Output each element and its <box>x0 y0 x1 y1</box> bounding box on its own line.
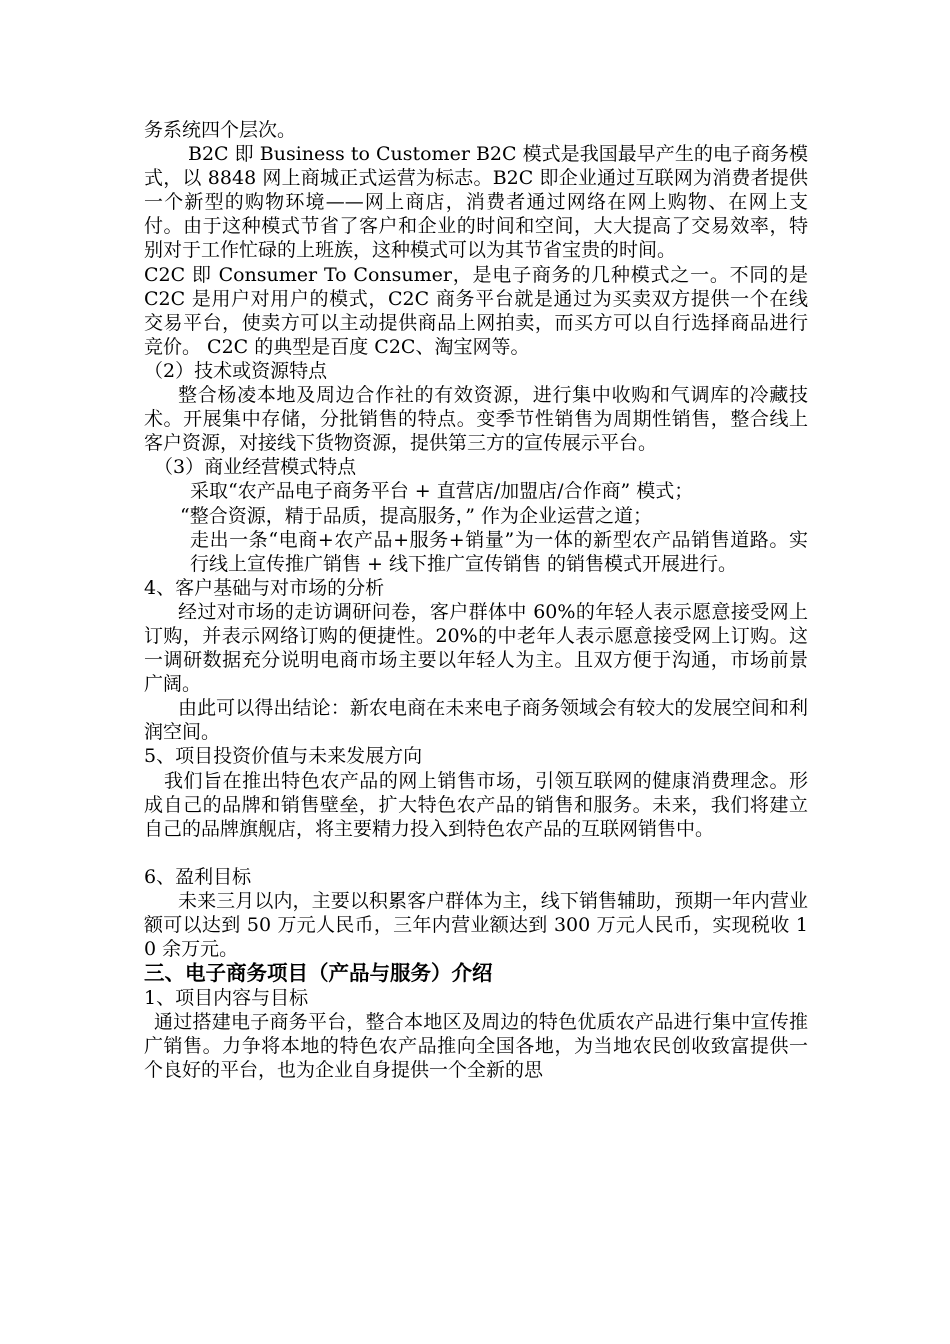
heading-profit-goal: 6、盈利目标 <box>144 865 252 888</box>
paragraph-c2c: C2C 即 Consumer To Consumer，是电子商务的几种模式之一。不同的是 C2C 是用户对用户的模式，C2C 商务平台就是通过为买卖双方提供一个在线交易平台，使卖方可以主动提供商品上网拍卖，而买方可以自行选择商品进行竞价。 C2C 的典型是百度 C2C、淘宝网等。 <box>144 263 808 358</box>
paragraph-investment-value: 我们旨在推出特色农产品的网上销售市场，引领互联网的健康消费理念。形成自己的品牌和销售壁垒，扩大特色农产品的销售和服务。未来，我们将建立自己的品牌旗舰店，将主要精力投入到特色农产品的互联网销售中。 <box>144 769 808 840</box>
section-heading-3: 三、电子商务项目（产品与服务）介绍 <box>144 961 493 986</box>
paragraph-b2c: B2C 即 Business to Customer B2C 模式是我国最早产生的电子商务模式，以 8848 网上商城正式运营为标志。B2C 即企业通过互联网为消费者提供一个新型的购物环境——网上商店，消费者通过网络在网上购物、在网上支付。由于这种模式节省了客户和企业的时间和空间，大大提高了交易效率，特别对于工作忙碌的上班族，这种模式可以为其节省宝贵的时间。 <box>144 143 808 262</box>
business-model-item-1: 采取“农产品电子商务平台 + 直营店/加盟店/合作商” 模式； <box>190 480 694 503</box>
business-model-item-2: “整合资源，精于品质，提高服务，” 作为企业运营之道； <box>180 504 652 527</box>
paragraph-profit-goal: 未来三月以内，主要以积累客户群体为主，线下销售辅助，预期一年内营业额可以达到 50 万元人民币，三年内营业额达到 300 万元人民币，实现税收 10 余万元。 <box>144 889 808 961</box>
paragraph-project-content: 通过搭建电子商务平台，整合本地区及周边的特色优质农产品进行集中宣传推广销售。力争将本地的特色农产品推向全国各地，为当地农民创收致富提供一个良好的平台，也为企业自身提供一个全新的思 <box>144 1011 808 1082</box>
paragraph-tech-features: 整合杨凌本地及周边合作社的有效资源，进行集中收购和气调库的冷藏技术。开展集中存储，分批销售的特点。变季节性销售为周期性销售，整合线上客户资源，对接线下货物资源，提供第三方的宣传展示平台。 <box>144 384 808 455</box>
heading-tech-features: （2）技术或资源特点 <box>144 359 328 382</box>
business-model-item-3: 走出一条“电商+农产品+服务+销量”为一体的新型农产品销售道路。实行线上宣传推广销售 + 线下推广宣传销售 的销售模式开展进行。 <box>190 528 808 575</box>
heading-investment-value: 5、项目投资价值与未来发展方向 <box>144 745 423 768</box>
blank-line <box>144 841 808 865</box>
heading-project-content: 1、项目内容与目标 <box>144 987 309 1010</box>
paragraph-conclusion: 由此可以得出结论：新农电商在未来电子商务领域会有较大的发展空间和利润空间。 <box>144 697 808 744</box>
paragraph-market-analysis: 经过对市场的走访调研问卷，客户群体中 60%的年轻人表示愿意接受网上订购，并表示网络订购的便捷性。20%的中老年人表示愿意接受网上订购。这一调研数据充分说明电商市场主要以年轻人为主。且双方便于沟通，市场前景广阔。 <box>144 600 808 696</box>
paragraph-continuation: 务系统四个层次。 <box>144 119 297 141</box>
heading-business-model: （3）商业经营模式特点 <box>154 456 357 479</box>
document-page <box>144 118 808 1083</box>
heading-market-analysis: 4、客户基础与对市场的分析 <box>144 576 385 599</box>
